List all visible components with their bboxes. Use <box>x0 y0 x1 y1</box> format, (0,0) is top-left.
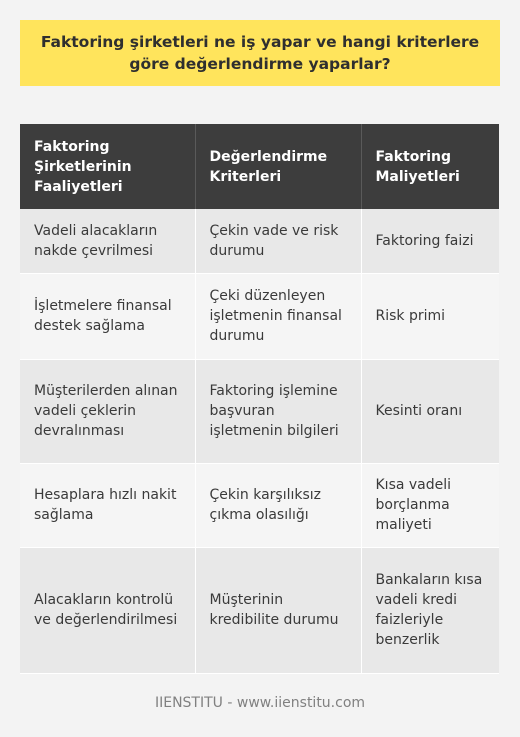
table-row <box>20 273 499 359</box>
info-table <box>20 124 499 674</box>
table-cell: Vadeli alacakların nakde çevrilmesi <box>20 209 195 273</box>
footer-credit: IIENSTITU - www.iienstitu.com <box>154 695 366 711</box>
table-cell: Kısa vadeli borçlanma maliyeti <box>361 463 499 547</box>
table-header-row <box>20 124 499 209</box>
column-header-activities: Faktoring Şirketlerinin Faaliyetleri <box>20 124 195 209</box>
page-title: Faktoring şirketleri ne iş yapar ve hangi kriterlere göre değerlendirme yaparlar? <box>20 20 500 86</box>
table-cell: Çekin karşılıksız çıkma olasılığı <box>195 463 361 547</box>
column-header-criteria: Değerlendirme Kriterleri <box>195 124 361 209</box>
table-cell: Hesaplara hızlı nakit sağlama <box>20 463 195 547</box>
table-row <box>20 209 499 273</box>
table-cell: Faktoring işlemine başvuran işletmenin bilgileri <box>195 359 361 463</box>
table-cell: Müşterinin kredibilite durumu <box>195 547 361 673</box>
table-cell: Alacakların kontrolü ve değerlendirilmesi <box>20 547 195 673</box>
table-cell: Faktoring faizi <box>361 209 499 273</box>
table-cell: Risk primi <box>361 273 499 359</box>
table-row <box>20 547 499 673</box>
table-cell: Kesinti oranı <box>361 359 499 463</box>
table-cell: Çekin vade ve risk durumu <box>195 209 361 273</box>
table-cell: Müşterilerden alınan vadeli çeklerin devralınması <box>20 359 195 463</box>
table-cell: Çeki düzenleyen işletmenin finansal durumu <box>195 273 361 359</box>
table-cell: Bankaların kısa vadeli kredi faizleriyle benzerlik <box>361 547 499 673</box>
table-row <box>20 359 499 463</box>
column-header-costs: Faktoring Maliyetleri <box>361 124 499 209</box>
table-cell: İşletmelere finansal destek sağlama <box>20 273 195 359</box>
table-row <box>20 463 499 547</box>
